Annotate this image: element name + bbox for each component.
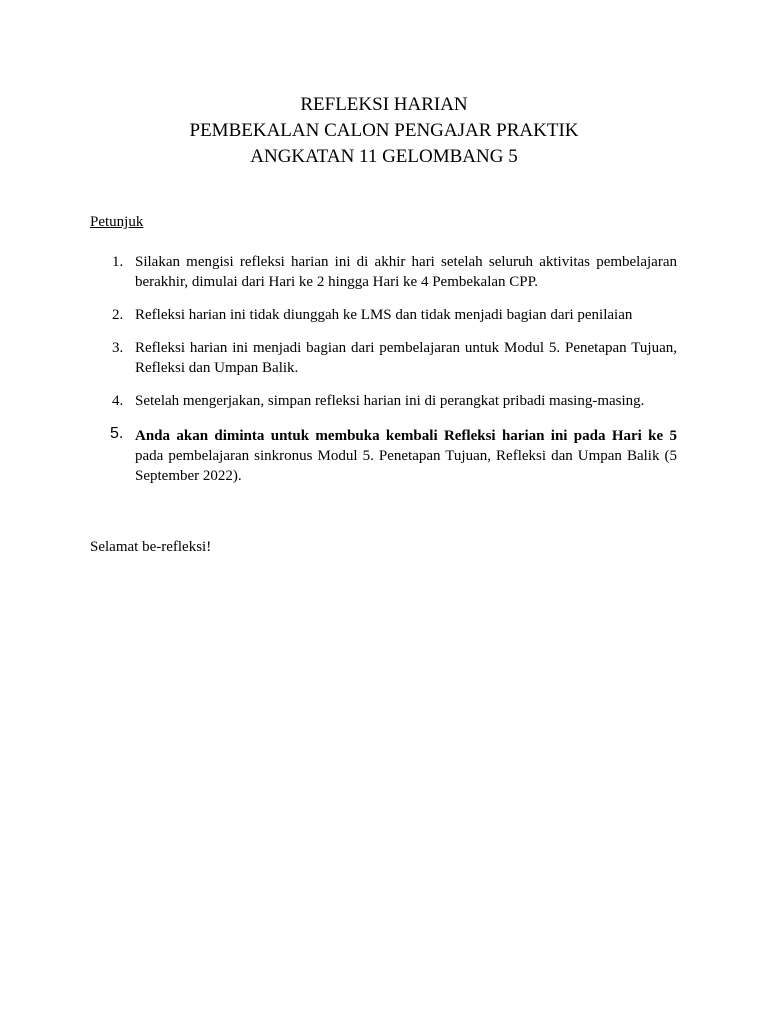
- instruction-text: Refleksi harian ini menjadi bagian dari pembelajaran untuk Modul 5. Penetapan Tujuan, Refleksi dan Umpan Balik.: [135, 340, 677, 376]
- instruction-number: 2.: [112, 307, 124, 323]
- section-heading-petunjuk: Petunjuk: [90, 214, 144, 230]
- instruction-item-4: [90, 391, 677, 411]
- instruction-item-1: [90, 252, 677, 292]
- instruction-item-3: [90, 338, 677, 378]
- instruction-item-2: [90, 305, 677, 325]
- title-line-1: REFLEKSI HARIAN: [300, 94, 468, 115]
- instruction-number: 1.: [112, 254, 124, 270]
- instruction-text: Silakan mengisi refleksi harian ini di akhir hari setelah seluruh aktivitas pembelajaran berakhir, dimulai dari Hari ke 2 hingga Hari ke 4 Pembekalan CPP.: [135, 254, 677, 290]
- instruction-item-5: [90, 426, 677, 486]
- document-title: [0, 92, 768, 170]
- title-line-3: ANGKATAN 11 GELOMBANG 5: [250, 146, 518, 167]
- instruction-list: [90, 252, 677, 499]
- instruction-text: Refleksi harian ini tidak diunggah ke LMS dan tidak menjadi bagian dari penilaian: [135, 307, 633, 323]
- closing-text: Selamat be-refleksi!: [90, 539, 212, 555]
- instruction-number: 5.: [110, 425, 124, 442]
- instruction-text: pada pembelajaran sinkronus Modul 5. Penetapan Tujuan, Refleksi dan Umpan Balik (5 September 2022).: [135, 448, 677, 484]
- instruction-number: 3.: [112, 340, 124, 356]
- instruction-text: Setelah mengerjakan, simpan refleksi harian ini di perangkat pribadi masing-masing.: [135, 393, 645, 409]
- instruction-number: 4.: [112, 393, 124, 409]
- title-line-2: PEMBEKALAN CALON PENGAJAR PRAKTIK: [189, 120, 579, 141]
- instruction-bold-text: Anda akan diminta untuk membuka kembali Refleksi harian ini pada Hari ke 5: [135, 428, 677, 444]
